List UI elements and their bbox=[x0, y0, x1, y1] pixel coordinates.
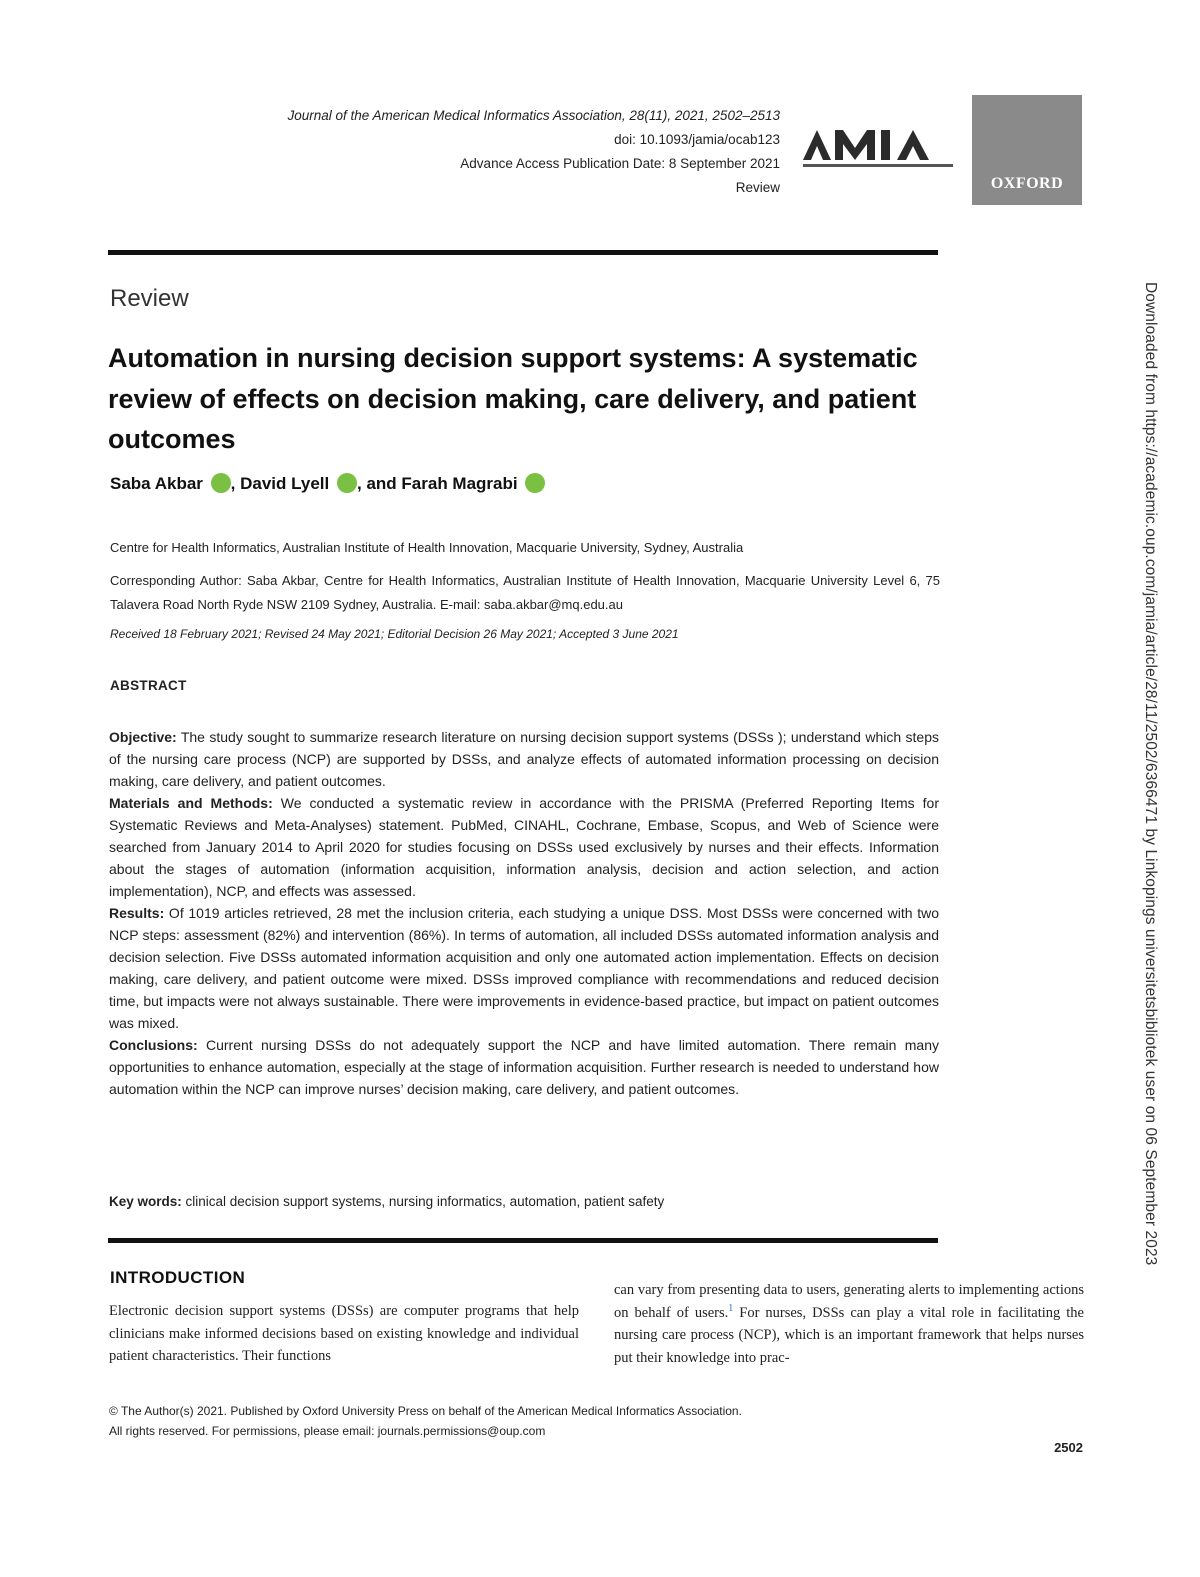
abstract-section-text: The study sought to summarize research literature on nursing decision support systems (DSSs ); understand which steps of the nursing care process (NCP) are supported by DSSs, and analyze effects of automated information processing on decision making, care delivery, and patient outcomes. bbox=[109, 729, 939, 789]
copyright-line: © The Author(s) 2021. Published by Oxford University Press on behalf of the American Medical Informatics Association. bbox=[109, 1404, 742, 1418]
abstract-section-label: Materials and Methods: bbox=[109, 795, 273, 811]
orcid-icon[interactable] bbox=[211, 473, 231, 493]
abstract-body bbox=[109, 726, 939, 1100]
author-name: David Lyell bbox=[240, 474, 330, 493]
author-list bbox=[110, 473, 545, 494]
doi[interactable]: doi: 10.1093/jamia/ocab123 bbox=[614, 132, 780, 147]
header-article-type: Review bbox=[735, 180, 780, 195]
article-dates: Received 18 February 2021; Revised 24 May 2021; Editorial Decision 26 May 2021; Accepted 3 June 2021 bbox=[110, 627, 679, 641]
introduction-left-column: Electronic decision support systems (DSSs) are computer programs that help clinicians make informed decisions based on existing knowledge and individual patient characteristics. Their functions bbox=[109, 1303, 579, 1364]
introduction-text: can vary from presenting data to users, generating alerts to implementing actions on behalf of users. bbox=[614, 1282, 1084, 1321]
author-separator: , bbox=[357, 474, 362, 493]
article-title: Automation in nursing decision support systems: A systematic review of effects on decision making, care delivery, and patient outcomes bbox=[108, 343, 918, 454]
oxford-logo bbox=[972, 95, 1082, 205]
download-note: Downloaded from https://academic.oup.com/jamia/article/28/11/2502/6366471 by Linkopings universitetsbibliotek user on 06 September 2023 bbox=[1142, 282, 1159, 1266]
journal-citation: Journal of the American Medical Informatics Association, 28(11), 2021, 2502–2513 bbox=[287, 108, 780, 123]
abstract-methods bbox=[109, 792, 939, 902]
abstract-section-label: Objective: bbox=[109, 729, 177, 745]
introduction-text: For nurses, DSSs can play a vital role in facilitating the nursing care process (NCP), which is an important framework that helps nurses put their knowledge into prac- bbox=[614, 1304, 1084, 1366]
author-separator: , bbox=[230, 474, 236, 493]
affiliation: Centre for Health Informatics, Australian Institute of Health Innovation, Macquarie University, Sydney, Australia bbox=[110, 540, 744, 555]
page-number: 2502 bbox=[1054, 1440, 1083, 1455]
abstract-heading: ABSTRACT bbox=[110, 678, 187, 693]
abstract-section-text: Current nursing DSSs do not adequately support the NCP and have limited automation. There remain many opportunities to enhance automation, especially at the stage of information acquisition. Further research is needed to understand how automation within the NCP can improve nurses’ decision making, care delivery, and patient outcomes. bbox=[109, 1037, 939, 1097]
section-label: Review bbox=[110, 285, 189, 312]
amia-logo bbox=[803, 128, 955, 172]
keywords bbox=[109, 1191, 939, 1213]
abstract-section-text: We conducted a systematic review in accordance with the PRISMA (Preferred Reporting Items for Systematic Reviews and Meta-Analyses) statement. PubMed, CINAHL, Cochrane, Embase, Scopus, and Web of Science were searched from January 2014 to April 2020 for studies focusing on DSSs used exclusively by nurses and their effects. Information about the stages of automation (information acquisition, information analysis, decision and action selection, and action implementation), NCP, and effects was assessed. bbox=[109, 795, 939, 899]
oxford-logo-text: OXFORD bbox=[990, 175, 1064, 192]
abstract-objective bbox=[109, 726, 939, 792]
orcid-icon[interactable] bbox=[337, 473, 357, 493]
citation-link[interactable]: 1 bbox=[728, 1302, 734, 1314]
orcid-icon[interactable] bbox=[525, 473, 545, 493]
keywords-text: clinical decision support systems, nursing informatics, automation, patient safety bbox=[181, 1194, 665, 1209]
permissions-line: All rights reserved. For permissions, please email: journals.permissions@oup.com bbox=[109, 1424, 546, 1438]
abstract-section-text: Of 1019 articles retrieved, 28 met the inclusion criteria, each studying a unique DSS. Most DSSs were concerned with two NCP steps: assessment (82%) and intervention (86%). In terms of automation, all included DSSs automated information analysis and decision selection. Five DSSs automated information acquisition and only one automated action implementation. Effects on decision making, care delivery, and patient outcome were mixed. DSSs improved compliance with recommendations and reduced decision time, but impacts were not always sustainable. There were improvements in evidence-based practice, but impact on patient outcomes was mixed. bbox=[109, 905, 939, 1031]
copyright-notice bbox=[109, 1401, 742, 1441]
top-divider bbox=[108, 250, 938, 255]
abstract-conclusions bbox=[109, 1034, 939, 1100]
author-name: and Farah Magrabi bbox=[366, 474, 518, 493]
publication-date: Advance Access Publication Date: 8 September 2021 bbox=[460, 156, 780, 171]
abstract-section-label: Conclusions: bbox=[109, 1037, 198, 1053]
keywords-label: Key words: bbox=[109, 1194, 182, 1209]
introduction-right-column bbox=[614, 1279, 1084, 1369]
abstract-results bbox=[109, 902, 939, 1034]
author-name: Saba Akbar bbox=[110, 474, 203, 493]
abstract-divider bbox=[108, 1238, 938, 1243]
abstract-section-label: Results: bbox=[109, 905, 165, 921]
introduction-heading: INTRODUCTION bbox=[110, 1268, 246, 1287]
corresponding-author: Corresponding Author: Saba Akbar, Centre for Health Informatics, Australian Institute of Health Innovation, Macquarie University Level 6, 75 Talavera Road North Ryde NSW 2109 Sydney, Australia. E-mail: saba.akbar@mq.edu.au bbox=[110, 573, 940, 612]
